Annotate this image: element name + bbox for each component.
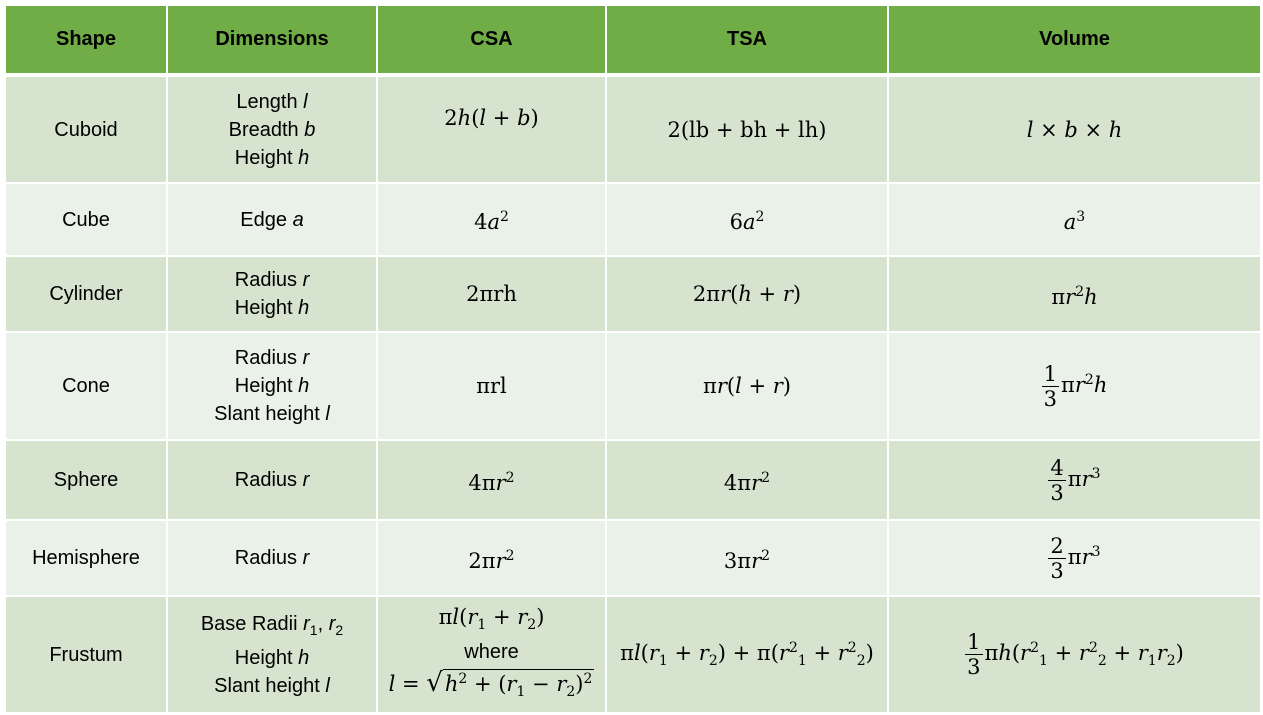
shape-name: Hemisphere [5,520,167,596]
dimension-line: Radius r [234,269,310,291]
dimension-line: Slant height l [214,674,330,697]
csa-formula: πrl [377,332,606,440]
header-row [5,5,1261,75]
shape-name: Cylinder [5,256,167,332]
header-shape: Shape [5,5,167,75]
csa-formula: $4\pi r^2$ [377,440,606,520]
volume-formula: $\frac{2}{3}$ $\pi r^3$ [888,520,1261,596]
volume-formula: $\frac{1}{3}$ $\pi r^2h$ [888,332,1261,440]
dimension-line: Base Radii $r_1$, $r_2$ [200,612,344,638]
dimensions-cell [167,440,377,520]
dimension-line: Length l [236,90,308,113]
dimension-line: Slant height l [214,403,330,425]
header-csa: CSA [377,5,606,75]
dimension-line: Edge a [240,208,304,231]
shape-name: Cuboid [5,75,167,183]
dimensions-cell [167,520,377,596]
table-row [5,520,1261,596]
dimension-line: Radius r [234,469,310,491]
csa-formula: $2\pi r^2$ [377,520,606,596]
dimension-line: Height h [234,375,310,397]
dimension-line: Radius r [234,547,310,569]
shape-name: Sphere [5,440,167,520]
tsa-formula: 2(lb + bh + lh) [606,75,888,183]
table-row [5,332,1261,440]
shape-name: Frustum [5,596,167,713]
table-row [5,183,1261,256]
table-row [5,75,1261,183]
table-row [5,596,1261,713]
volume-formula: $\pi r^2h$ [888,256,1261,332]
volume-formula: $\frac{4}{3}$ $\pi r^3$ [888,440,1261,520]
tsa-formula: πr(l + r) [606,332,888,440]
csa-formula: $4a^2$ [377,183,606,256]
header-volume: Volume [888,5,1261,75]
dimensions-cell [167,75,377,183]
table-row [5,256,1261,332]
dimensions-cell [167,183,377,256]
formula-table [4,4,1262,714]
csa-formula: $\pi l(r_1 + r_2)$ where $l = √h^2 + (r_1 - r_2)^2$ [377,596,606,713]
tsa-formula: $4\pi r^2$ [606,440,888,520]
shape-name: Cone [5,332,167,440]
csa-formula: 2h(l + b) [377,75,606,183]
tsa-formula: $3\pi r^2$ [606,520,888,596]
volume-formula: l × b × h [888,75,1261,183]
tsa-formula: $6a^2$ [606,183,888,256]
header-dimensions: Dimensions [167,5,377,75]
header-tsa: TSA [606,5,888,75]
dimension-line: Breadth b [228,118,316,141]
shape-name: Cube [5,183,167,256]
dimensions-cell [167,256,377,332]
tsa-formula: $\pi l(r_1 + r_2) + \pi(r^2_1 + r^2_2)$ [606,596,888,713]
volume-formula: $a^3$ [888,183,1261,256]
dimension-line: Height h [234,297,310,319]
tsa-formula: 2πr(h + r) [606,256,888,332]
csa-formula: 2πrh [377,256,606,332]
volume-formula: $\frac{1}{3}$ $\pi h(r^2_1 + r^2_2 + r_1r_2)$ [888,596,1261,713]
dimension-line: Height h [234,146,310,169]
dimensions-cell [167,332,377,440]
dimension-line: Radius r [234,347,310,369]
dimensions-cell [167,596,377,713]
table-row [5,440,1261,520]
dimension-line: Height h [234,646,310,669]
